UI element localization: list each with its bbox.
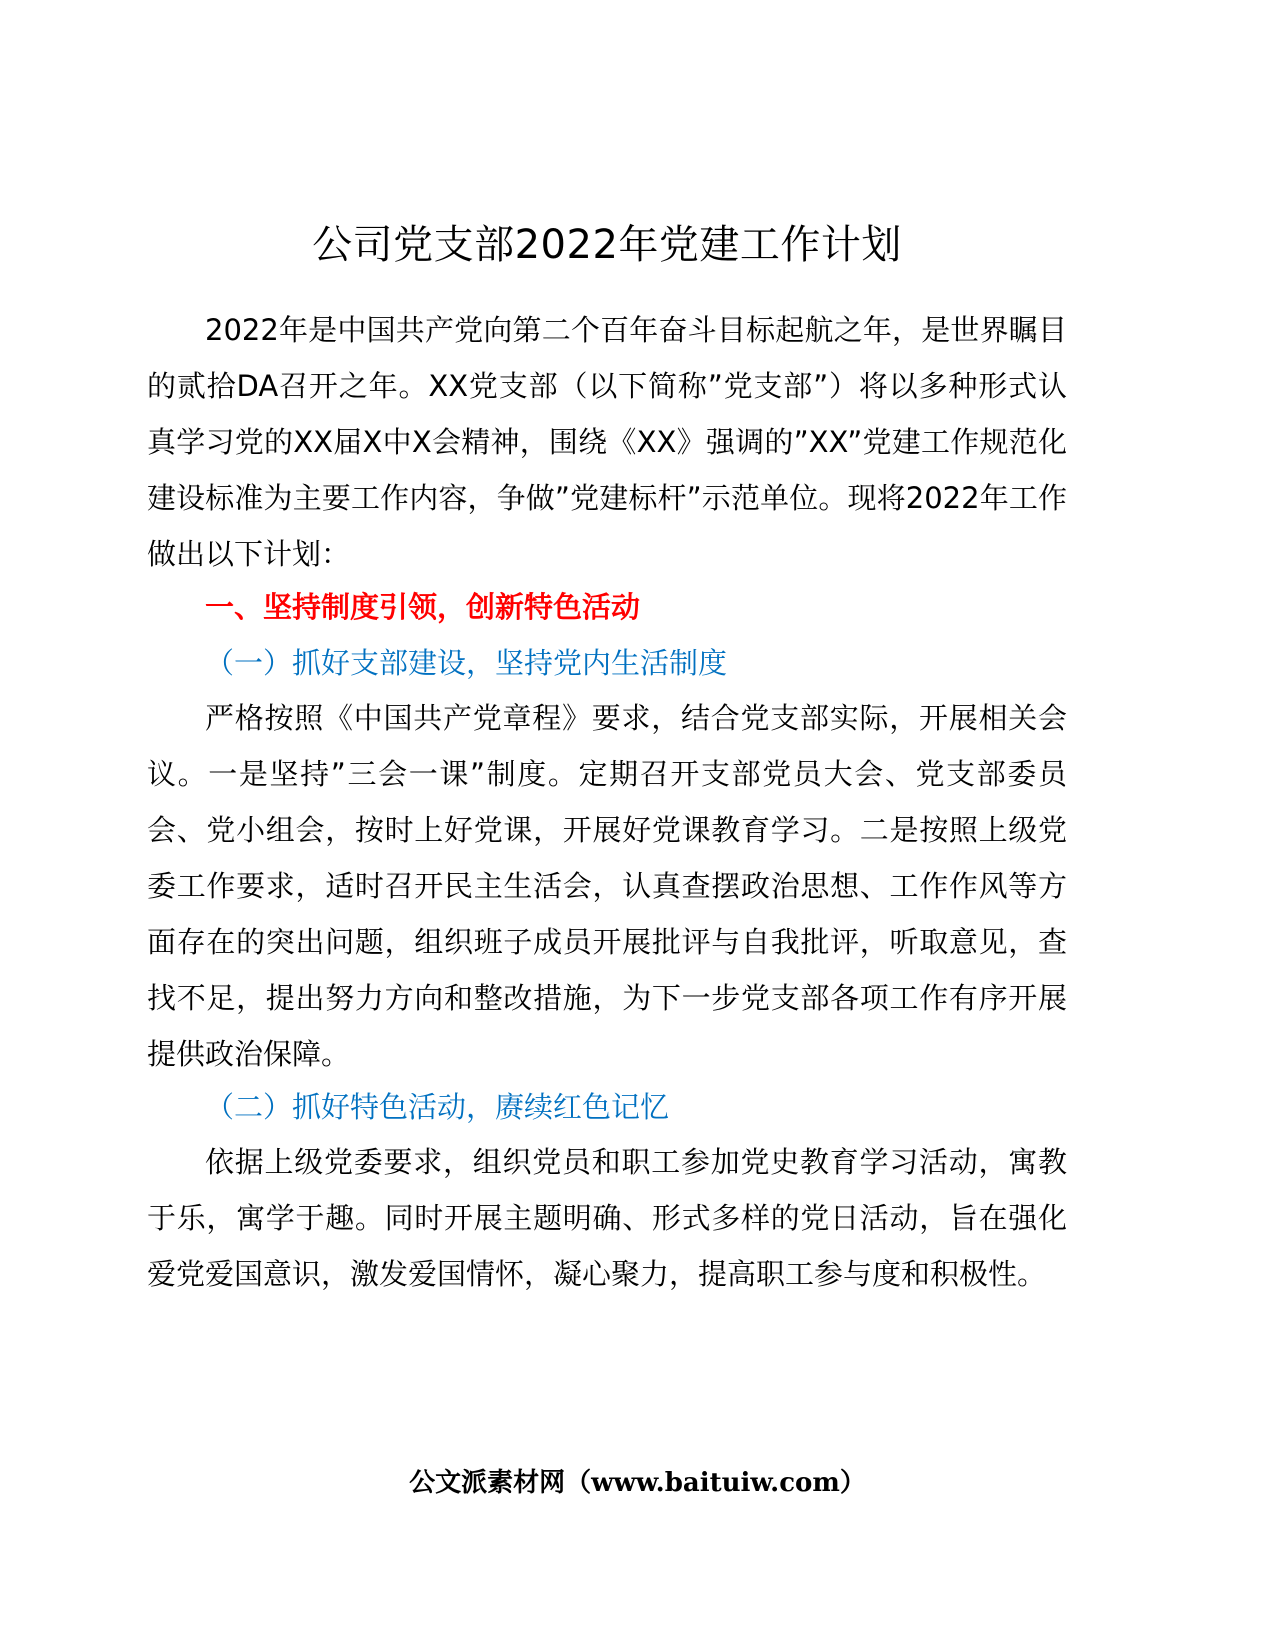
subsection-heading-2: （二）抓好特色活动，赓续红色记忆 <box>205 1090 670 1124</box>
subsection-2-paragraph: 依据上级党委要求，组织党员和职工参加党史教育学习活动，寓教于乐，寓学于趣。同时开展主题明确、形式多样的党日活动，旨在强化爱党爱国意识，激发爱国情怀，凝心聚力，提高职工参与度和积极性。 <box>147 1145 1067 1291</box>
footer-watermark: 公文派素材网（www.baituiw.com） <box>409 1468 866 1498</box>
document-title: 公司党支部2022年党建工作计划 <box>312 222 902 268</box>
subsection-1-paragraph: 严格按照《中国共产党章程》要求，结合党支部实际，开展相关会议。一是坚持”三会一课”制度。定期召开支部党员大会、党支部委员会、党小组会，按时上好党课，开展好党课教育学习。二是按照上级党委工作要求，适时召开民主生活会，认真查摆政治思想、工作作风等方面存在的突出问题，组织班子成员开展批评与自我批评，听取意见，查找不足，提出努力方向和整改措施，为下一步党支部各项工作有序开展提供政治保障。 <box>147 701 1067 1071</box>
section-heading-1: 一、坚持制度引领，创新特色活动 <box>205 590 641 624</box>
intro-paragraph: 2022年是中国共产党向第二个百年奋斗目标起航之年，是世界瞩目的贰拾DA召开之年。XX党支部（以下简称”党支部”）将以多种形式认真学习党的XX届X中X会精神，围绕《XX》强调的”XX”党建工作规范化建设标准为主要工作内容，争做”党建标杆”示范单位。现将2022年工作做出以下计划： <box>147 313 1067 571</box>
subsection-heading-1: （一）抓好支部建设，坚持党内生活制度 <box>205 646 728 680</box>
